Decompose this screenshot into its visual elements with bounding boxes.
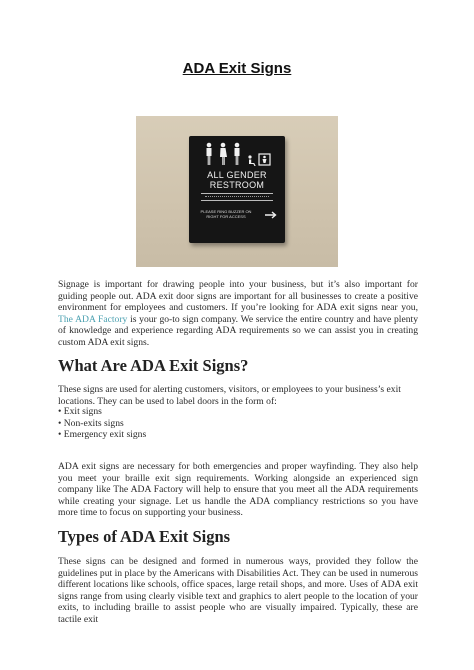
section-heading-types: Types of ADA Exit Signs bbox=[58, 527, 231, 546]
list-item: • Non-exits signs bbox=[58, 417, 124, 429]
braille-strip bbox=[201, 193, 273, 201]
section1-paragraph-2: ADA exit signs are necessary for both emergencies and proper wayfinding. They also help you meet your braille exit sign requirements. Working alongside an experienced sign company like The ADA Factory will help to ensure that you meet all the ADA requirements while creating your signage. Let us handle the ADA compliancy restrictions so you have more time to focus on supporting your business. bbox=[58, 461, 418, 518]
sign-line-2: RESTROOM bbox=[209, 180, 265, 190]
document-title: ADA Exit Signs bbox=[182, 60, 292, 77]
intro-text-before: Signage is important for drawing people into your business, but it’s also important for guiding people out. ADA exit door signs are important for all businesses to create a positive environment for employees and customers. If you’re looking for ADA exit signs near you, bbox=[58, 279, 418, 313]
restroom-figures-icon bbox=[201, 142, 273, 168]
section2-paragraph: These signs can be designed and formed in numerous ways, provided they follow the guidelines put in place by the Americans with Disabilities Act. They can be used in numerous different locations like schools, office spaces, large retail shops, and more. Uses of ADA exit signs range from using clearly visible text and graphics to alert people to the location of your exits, to including braille to assist people who are visually impaired. Typically, these are tactile exit bbox=[58, 556, 418, 625]
buzzer-plate bbox=[192, 206, 282, 238]
exit-sign-list bbox=[58, 406, 418, 441]
plate-text: PLEASE RING BUZZER ON RIGHT FOR ACCESS bbox=[200, 209, 252, 219]
list-item: • Emergency exit signs bbox=[58, 429, 147, 440]
restroom-sign bbox=[189, 136, 285, 243]
ada-factory-link[interactable]: The ADA Factory bbox=[58, 313, 128, 325]
intro-paragraph bbox=[58, 279, 418, 348]
section1-paragraph: These signs are used for alerting customers, visitors, or employees to your business’s exit locations. They can be used to label doors in the form of: bbox=[58, 384, 401, 407]
arrow-right-icon bbox=[264, 210, 278, 220]
restroom-sign-photo bbox=[136, 116, 338, 267]
list-item: • Exit signs bbox=[58, 406, 102, 417]
intro-text-after: is your go-to sign company. We service the entire country and have plenty of knowledge and experience regarding ADA requirements so we can assist you in creating custom ADA exit signs. bbox=[58, 313, 418, 348]
section-heading-what: What Are ADA Exit Signs? bbox=[58, 356, 249, 375]
sign-line-1: ALL GENDER bbox=[207, 170, 267, 180]
